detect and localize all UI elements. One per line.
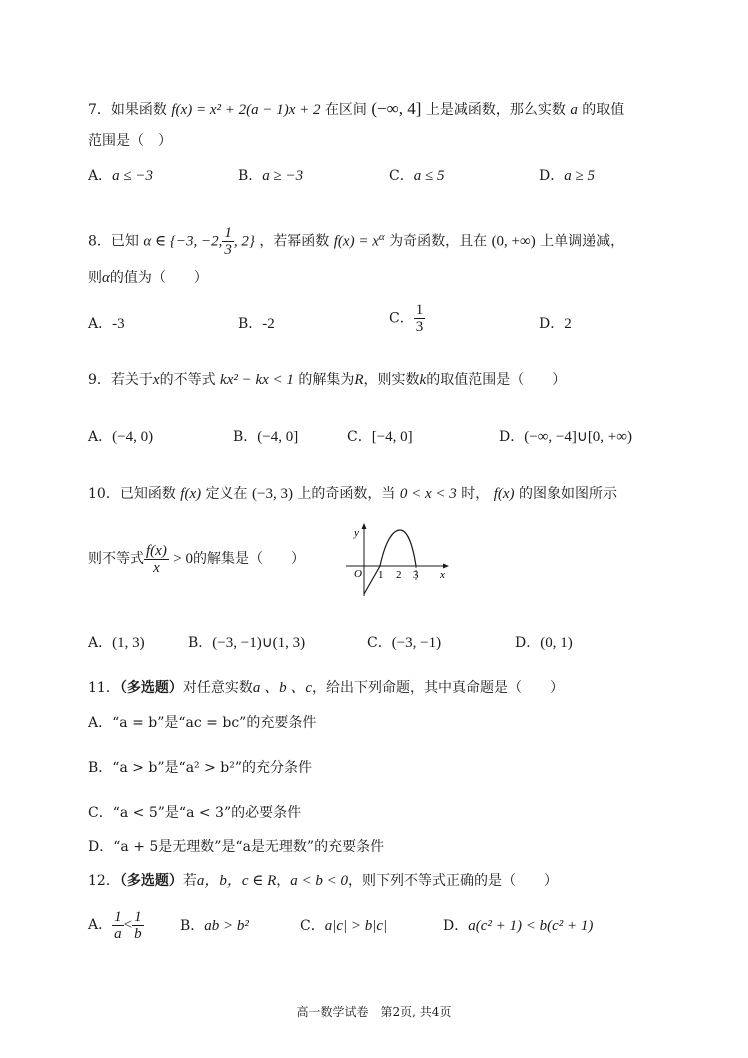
q12-stem-d: ，则下列不等式正确的是（ ） xyxy=(348,873,559,889)
option-label: B． xyxy=(88,760,113,776)
option-text: (1, 3) xyxy=(112,635,145,651)
q10-stem-d: 时， xyxy=(461,486,490,502)
graph-tick-3: 3 xyxy=(413,569,419,581)
q7-stem-line2 xyxy=(88,130,172,152)
q7-stem-c: 上是减函数，那么实数 xyxy=(425,102,566,118)
option-text: (−∞, −4]∪[0, +∞) xyxy=(524,429,632,445)
q7-stem-b: 在区间 xyxy=(324,102,367,118)
q12-tag: （多选题） xyxy=(119,873,183,889)
option-text: a ≤ −3 xyxy=(112,168,153,184)
q10-stem-e: 的图象如图所示 xyxy=(518,486,617,502)
q11-stem-a: 11． xyxy=(88,680,120,696)
q9-stem-d: ，则实数 xyxy=(363,372,420,388)
option-text: a|c| > b|c| xyxy=(324,918,388,934)
option-text: -3 xyxy=(112,316,125,332)
q12-option-b[interactable] xyxy=(180,915,249,937)
q10-option-b[interactable] xyxy=(188,632,305,654)
option-text: a ≥ −3 xyxy=(262,168,304,184)
q12-option-a-frac2 xyxy=(132,909,144,942)
option-label: C． xyxy=(347,429,372,445)
option-text: ab > b² xyxy=(204,918,249,934)
option-label: B． xyxy=(238,316,263,332)
option-label: C． xyxy=(88,805,113,821)
q10-func: f(x) xyxy=(180,486,202,502)
page-footer: 高一数学试卷 第2页, 共4页 xyxy=(296,1005,452,1019)
q10-stem xyxy=(88,483,617,505)
q10-frac xyxy=(144,543,169,576)
option-label: C． xyxy=(300,918,325,934)
q8-stem-line2 xyxy=(88,267,208,289)
q8-interval: (0, +∞) xyxy=(491,233,536,250)
option-text: (−3, −1)∪(1, 3) xyxy=(212,635,306,651)
option-label: C． xyxy=(389,310,414,327)
function-graph xyxy=(342,522,450,600)
option-label: A． xyxy=(88,168,113,184)
q8-frac xyxy=(222,225,234,258)
q12-option-a[interactable] xyxy=(88,907,144,943)
q7-stem xyxy=(88,98,624,121)
graph-x-label: x xyxy=(440,569,445,581)
q8-func-exp: α xyxy=(378,231,385,243)
q10-interval: (−3, 3) xyxy=(252,486,293,502)
q11-stem-c: ，给出下列命题，其中真命题是（ ） xyxy=(312,680,564,696)
q8-option-d[interactable] xyxy=(539,313,572,335)
q7-var: a xyxy=(570,102,578,118)
q7-stem-d: 的取值 xyxy=(582,102,625,118)
q10-option-d[interactable] xyxy=(515,632,573,654)
option-text: “a = b”是“ac = bc”的充要条件 xyxy=(112,715,317,731)
q7-option-c[interactable] xyxy=(389,165,444,187)
q12-stem-a: 12． xyxy=(88,873,120,889)
q10-stem-c: 上的奇函数，当 xyxy=(297,486,396,502)
q10-stem-line2 xyxy=(88,541,305,577)
q10-stem-line2-b: 的解集是（ ） xyxy=(193,551,305,567)
x-axis-arrow xyxy=(443,564,449,569)
q11-option-d[interactable] xyxy=(88,836,384,858)
q9-option-b[interactable] xyxy=(233,426,298,448)
option-label: B． xyxy=(238,168,263,184)
q12-cond: a < b < 0 xyxy=(290,873,349,889)
frac-den: b xyxy=(134,925,142,942)
q10-option-c[interactable] xyxy=(367,632,441,654)
q10-frac-den: x xyxy=(153,559,160,576)
q11-stem xyxy=(88,677,564,699)
q9-var-x: x xyxy=(152,372,160,388)
q10-frac-num: f(x) xyxy=(146,542,167,559)
option-text: (−4, 0) xyxy=(112,429,154,445)
q11-stem-b: 对任意实数 xyxy=(182,680,253,696)
q12-stem xyxy=(88,870,558,892)
q10-stem-line2-a: 则不等式 xyxy=(88,551,144,567)
q11-option-a[interactable] xyxy=(88,712,316,734)
q12-option-d[interactable] xyxy=(443,915,593,937)
q9-set-r: R xyxy=(354,372,364,388)
q7-stem-a: 7．如果函数 xyxy=(88,102,167,118)
option-label: A． xyxy=(88,635,113,651)
q11-option-b[interactable] xyxy=(88,757,312,779)
q11-option-c[interactable] xyxy=(88,802,301,824)
q9-ineq: kx² − kx < 1 xyxy=(220,372,294,388)
graph-origin-label: O xyxy=(354,568,362,580)
frac-num: 1 xyxy=(415,302,424,318)
q8-stem-line2-a: 则 xyxy=(88,270,102,286)
q9-option-a[interactable] xyxy=(88,426,153,448)
option-label: D． xyxy=(539,168,565,184)
q8-set-b: , 2} xyxy=(233,233,255,250)
option-text: “a > b”是“a² > b²”的充分条件 xyxy=(112,760,313,776)
q8-option-b[interactable] xyxy=(238,313,275,335)
option-label: D． xyxy=(539,316,565,332)
q7-stem-line2-text: 范围是（ ） xyxy=(88,133,172,149)
q8-frac-num: 1 xyxy=(224,225,232,242)
option-label: A． xyxy=(88,316,113,332)
q8-stem-a: 8．已知 xyxy=(88,233,139,250)
q11-vars: a 、b 、c xyxy=(252,680,312,696)
q9-stem-b: 的不等式 xyxy=(159,372,216,388)
q8-option-c-frac xyxy=(414,302,426,335)
q10-gt0: > 0 xyxy=(173,551,193,567)
q8-stem xyxy=(88,222,624,258)
q9-var-k: k xyxy=(419,372,427,388)
option-text: (0, 1) xyxy=(540,635,573,651)
q8-stem-c: 为奇函数，且在 xyxy=(389,233,488,250)
option-label: D． xyxy=(443,918,469,934)
option-text: a ≤ 5 xyxy=(413,168,445,184)
q8-func: f(x) = x xyxy=(333,233,379,250)
option-label: D． xyxy=(499,429,525,445)
option-text: “a + 5是无理数”是“a是无理数”的充要条件 xyxy=(113,839,385,855)
option-text: a(c² + 1) < b(c² + 1) xyxy=(468,918,594,934)
q7-option-a[interactable] xyxy=(88,165,153,187)
option-label: A． xyxy=(88,715,113,731)
option-text: 2 xyxy=(564,316,572,332)
q7-func: f(x) = x² + 2(a − 1)x + 2 xyxy=(171,102,321,118)
q8-option-c[interactable] xyxy=(389,302,425,335)
q8-stem-line2-b: 的值为（ ） xyxy=(109,270,208,286)
q7-option-d[interactable] xyxy=(539,165,595,187)
q9-stem-e: 的取值范围是（ ） xyxy=(426,372,567,388)
option-label: A． xyxy=(88,917,113,933)
q11-tag: （多选题） xyxy=(119,680,183,696)
q8-frac-den: 3 xyxy=(224,242,232,259)
option-text: a ≥ 5 xyxy=(564,168,595,184)
graph-y-label: y xyxy=(354,527,359,539)
frac-num: 1 xyxy=(134,908,142,925)
option-label: C． xyxy=(389,168,414,184)
q12-stem-b: 若 xyxy=(182,873,197,889)
option-text: (−3, −1) xyxy=(391,635,442,651)
frac-den: 3 xyxy=(415,319,424,335)
q7-option-b[interactable] xyxy=(238,165,303,187)
q12-stem-c: ， xyxy=(276,873,291,889)
q8-stem-b: ，若幂函数 xyxy=(259,233,330,250)
q8-stem-d: 上单调递减， xyxy=(540,233,625,250)
option-label: D． xyxy=(88,839,114,855)
option-text: [−4, 0] xyxy=(371,429,413,445)
q10-stem-a: 10．已知函数 xyxy=(88,486,176,502)
option-label: B． xyxy=(233,429,258,445)
q8-option-a[interactable] xyxy=(88,313,125,335)
option-label: B． xyxy=(180,918,205,934)
q12-option-a-frac1 xyxy=(112,909,124,942)
y-axis-arrow xyxy=(362,523,367,529)
q9-option-c[interactable] xyxy=(347,426,413,448)
q8-set-a: α ∈ {−3, −2, xyxy=(143,233,223,250)
q12-option-c[interactable] xyxy=(300,915,387,937)
option-text: -2 xyxy=(262,316,275,332)
q10-func2: f(x) xyxy=(493,486,515,502)
function-curve xyxy=(364,530,416,594)
q7-interval: (−∞, 4] xyxy=(371,99,422,118)
q9-stem-c: 的解集为 xyxy=(298,372,355,388)
graph-tick-2: 2 xyxy=(396,569,402,581)
graph-tick-1: 1 xyxy=(378,569,384,581)
q9-stem-a: 9．若关于 xyxy=(88,372,153,388)
q9-option-d[interactable] xyxy=(499,426,632,448)
q10-stem-b: 定义在 xyxy=(205,486,248,502)
frac-num: 1 xyxy=(114,908,122,925)
q8-var: α xyxy=(102,270,110,286)
frac-relation: < xyxy=(123,917,133,933)
frac-den: a xyxy=(114,925,122,942)
q12-vars: a，b，c ∈ R xyxy=(196,873,277,889)
option-label: C． xyxy=(367,635,392,651)
option-text: (−4, 0] xyxy=(257,429,299,445)
q10-option-a[interactable] xyxy=(88,632,145,654)
option-label: D． xyxy=(515,635,541,651)
option-label: B． xyxy=(188,635,213,651)
q10-cond: 0 < x < 3 xyxy=(399,486,457,502)
q9-stem xyxy=(88,369,566,391)
option-label: A． xyxy=(88,429,113,445)
option-text: “a < 5”是“a < 3”的必要条件 xyxy=(112,805,302,821)
